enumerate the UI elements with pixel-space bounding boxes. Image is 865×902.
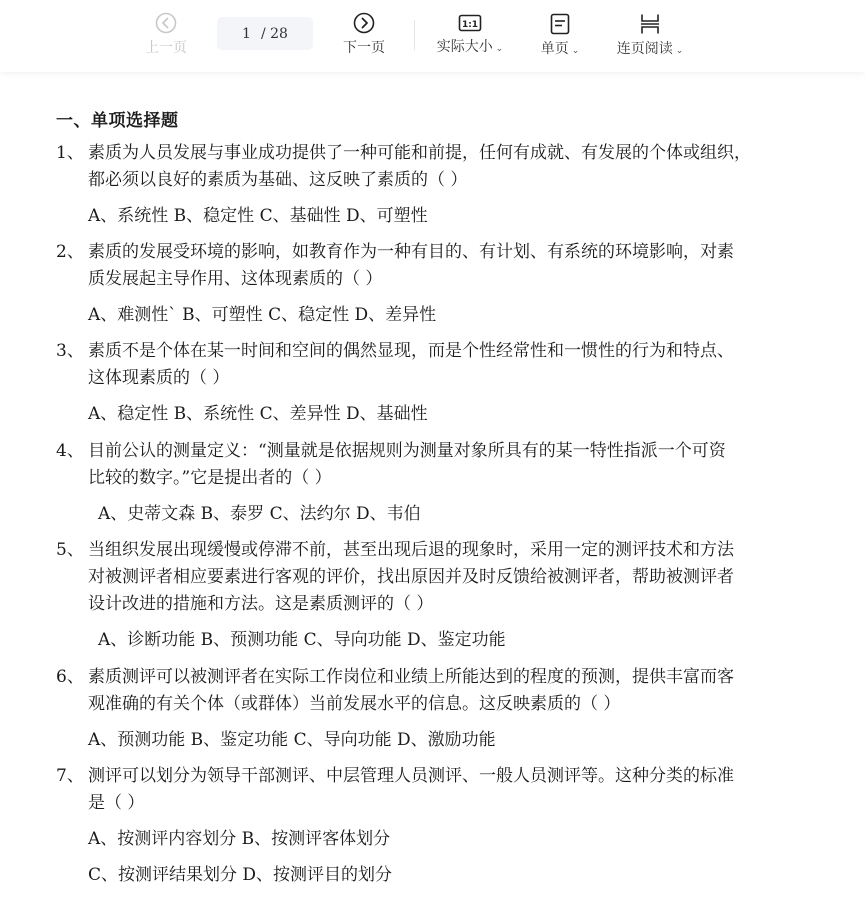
single-page-icon — [550, 13, 570, 35]
question-number: 1、 — [56, 143, 84, 163]
question-text-line: 设计改进的措施和方法。这是素质测评的（ ） — [88, 594, 434, 614]
prev-page-label: 上一页 — [145, 40, 187, 56]
question-options: A、诊断功能 B、预测功能 C、导向功能 D、鉴定功能 — [98, 630, 506, 650]
question-text-line: 素质为人员发展与事业成功提供了一种可能和前提，任何有成就、有发展的个体或组织， — [88, 143, 751, 163]
question-text-line: 测评可以划分为领导干部测评、中层管理人员测评、一般人员测评等。这种分类的标准 — [88, 766, 734, 786]
next-page-button[interactable] — [338, 12, 390, 57]
question-text-line: 对被测评者相应要素进行客观的评价，找出原因并及时反馈给被测评者，帮助被测评者 — [88, 567, 734, 587]
question-text-line: 都必须以良好的素质为基础、这反映了素质的（ ） — [88, 170, 468, 190]
arrow-right-circle-icon — [353, 12, 375, 34]
single-page-button[interactable] — [534, 13, 586, 58]
question — [56, 763, 786, 817]
question-text-line: 当组织发展出现缓慢或停滞不前，甚至出现后退的现象时，采用一定的测评技术和方法 — [88, 540, 734, 560]
question-text-line: 观准确的有关个体（或群体）当前发展水平的信息。这反映素质的（ ） — [88, 694, 621, 714]
one-to-one-icon — [458, 13, 482, 33]
total-pages: / 28 — [260, 25, 288, 42]
question-text-line: 素质测评可以被测评者在实际工作岗位和业绩上所能达到的程度的预测，提供丰富而客 — [88, 667, 734, 687]
chevron-down-icon: ⌄ — [571, 46, 580, 56]
question — [56, 338, 786, 392]
question-number: 5、 — [56, 540, 84, 560]
question-options: A、系统性 B、稳定性 C、基础性 D、可塑性 — [88, 206, 428, 226]
question-text-line: 这体现素质的（ ） — [88, 368, 230, 388]
prev-page-button[interactable] — [140, 12, 192, 57]
continuous-reading-label: 连页阅读 — [616, 41, 673, 57]
question-options: A、稳定性 B、系统性 C、差异性 D、基础性 — [88, 404, 428, 424]
current-page-input[interactable]: 1 — [242, 25, 251, 42]
question-options: C、按测评结果划分 D、按测评目的划分 — [88, 865, 393, 885]
question-number: 6、 — [56, 667, 84, 687]
document-page — [0, 72, 865, 902]
toolbar-divider — [414, 20, 415, 50]
page-indicator[interactable] — [217, 17, 313, 50]
question — [56, 664, 786, 718]
next-page-label: 下一页 — [343, 40, 385, 56]
question-number: 4、 — [56, 441, 84, 461]
question-text-line: 质发展起主导作用、这体现素质的（ ） — [88, 269, 383, 289]
continuous-reading-button[interactable] — [610, 13, 690, 58]
question-options: A、史蒂文森 B、泰罗 C、法约尔 D、韦伯 — [98, 504, 421, 524]
question-text-line: 比较的数字。”它是提出者的（ ） — [88, 468, 332, 488]
question-options: A、难测性` B、可塑性 C、稳定性 D、差异性 — [88, 305, 437, 325]
question-text-line: 目前公认的测量定义：“测量就是依据规则为测量对象所具有的某一特性指派一个可资 — [88, 441, 726, 461]
chevron-down-icon: ⌄ — [675, 46, 684, 56]
question — [56, 140, 786, 194]
arrow-left-circle-icon — [155, 12, 177, 34]
actual-size-label: 实际大小 — [436, 39, 493, 55]
actual-size-button[interactable] — [430, 13, 510, 56]
continuous-page-icon — [639, 13, 661, 35]
section-heading: 一、单项选择题 — [56, 111, 179, 131]
single-page-label: 单页 — [540, 41, 569, 57]
question-text-line: 是（ ） — [88, 793, 145, 813]
question — [56, 239, 786, 293]
svg-text:1:1: 1:1 — [461, 20, 479, 30]
question — [56, 438, 786, 492]
question-number: 2、 — [56, 242, 84, 262]
question-number: 3、 — [56, 341, 84, 361]
question-text-line: 素质不是个体在某一时间和空间的偶然显现，而是个性经常性和一惯性的行为和特点、 — [88, 341, 734, 361]
question-options: A、预测功能 B、鉴定功能 C、导向功能 D、激励功能 — [88, 730, 496, 750]
question-options: A、按测评内容划分 B、按测评客体划分 — [88, 829, 391, 849]
question — [56, 537, 786, 618]
question-text-line: 素质的发展受环境的影响，如教育作为一种有目的、有计划、有系统的环境影响，对素 — [88, 242, 734, 262]
chevron-down-icon: ⌄ — [495, 44, 504, 54]
question-number: 7、 — [56, 766, 84, 786]
viewer-toolbar — [0, 0, 865, 72]
